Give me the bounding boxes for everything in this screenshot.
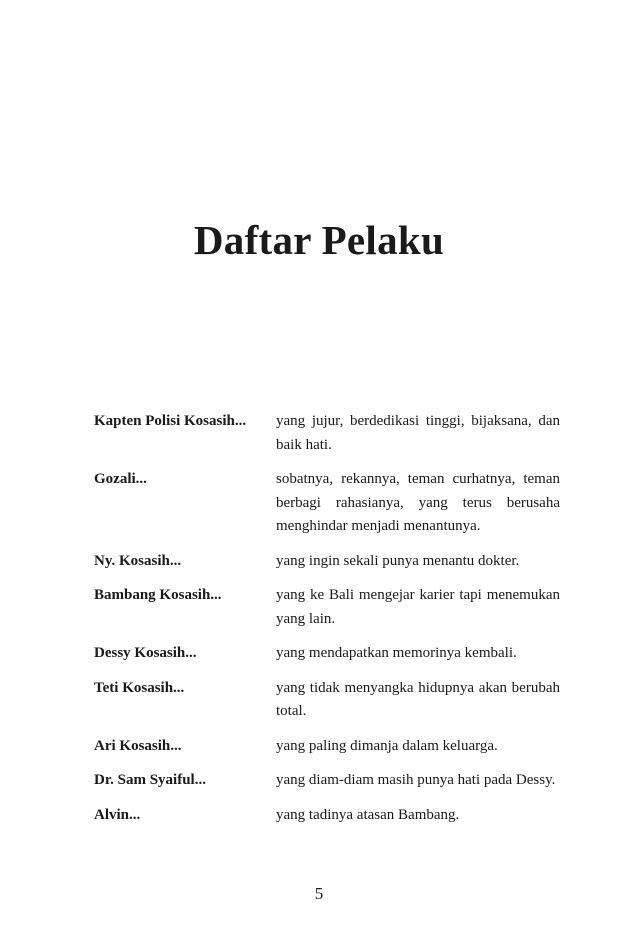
cast-name: Kapten Polisi Kosasih... (94, 413, 247, 429)
cast-entry (94, 735, 560, 759)
cast-description: yang jujur, berdedikasi tinggi, bijaksana, dan baik hati. (276, 413, 560, 453)
cast-list (94, 410, 560, 838)
cast-entry (94, 584, 560, 631)
cast-description: yang paling dimanja dalam keluarga. (276, 737, 498, 754)
cast-name: Ny. Kosasih... (94, 552, 182, 569)
cast-name: Gozali... (94, 471, 147, 487)
cast-description: yang tadinya atasan Bambang. (276, 806, 460, 823)
cast-description: yang ingin sekali punya menantu dokter. (276, 552, 520, 569)
cast-entry (94, 410, 560, 457)
cast-entry (94, 642, 560, 666)
cast-description: yang tidak menyangka hidupnya akan berubah total. (276, 679, 560, 719)
cast-name: Dr. Sam Syaiful... (94, 772, 206, 788)
cast-name: Dessy Kosasih... (94, 645, 197, 661)
cast-name: Ari Kosasih... (94, 737, 182, 754)
cast-entry (94, 677, 560, 724)
cast-entry (94, 804, 560, 828)
cast-description: yang ke Bali mengejar karier tapi menemukan yang lain. (276, 587, 560, 627)
cast-description: yang diam-diam masih punya hati pada Dessy. (276, 772, 556, 788)
cast-description: yang mendapatkan memorinya kembali. (276, 645, 517, 661)
cast-description: sobatnya, rekannya, teman curhatnya, teman berbagi rahasianya, yang terus berusaha menghindar menjadi menantunya. (276, 471, 560, 534)
cast-name: Alvin... (94, 806, 141, 823)
page-number: 5 (314, 884, 324, 903)
cast-entry (94, 769, 560, 793)
cast-name: Teti Kosasih... (94, 679, 185, 696)
page-title: Daftar Pelaku (193, 217, 445, 263)
cast-entry (94, 468, 560, 539)
cast-name: Bambang Kosasih... (94, 587, 222, 603)
cast-entry (94, 550, 560, 574)
